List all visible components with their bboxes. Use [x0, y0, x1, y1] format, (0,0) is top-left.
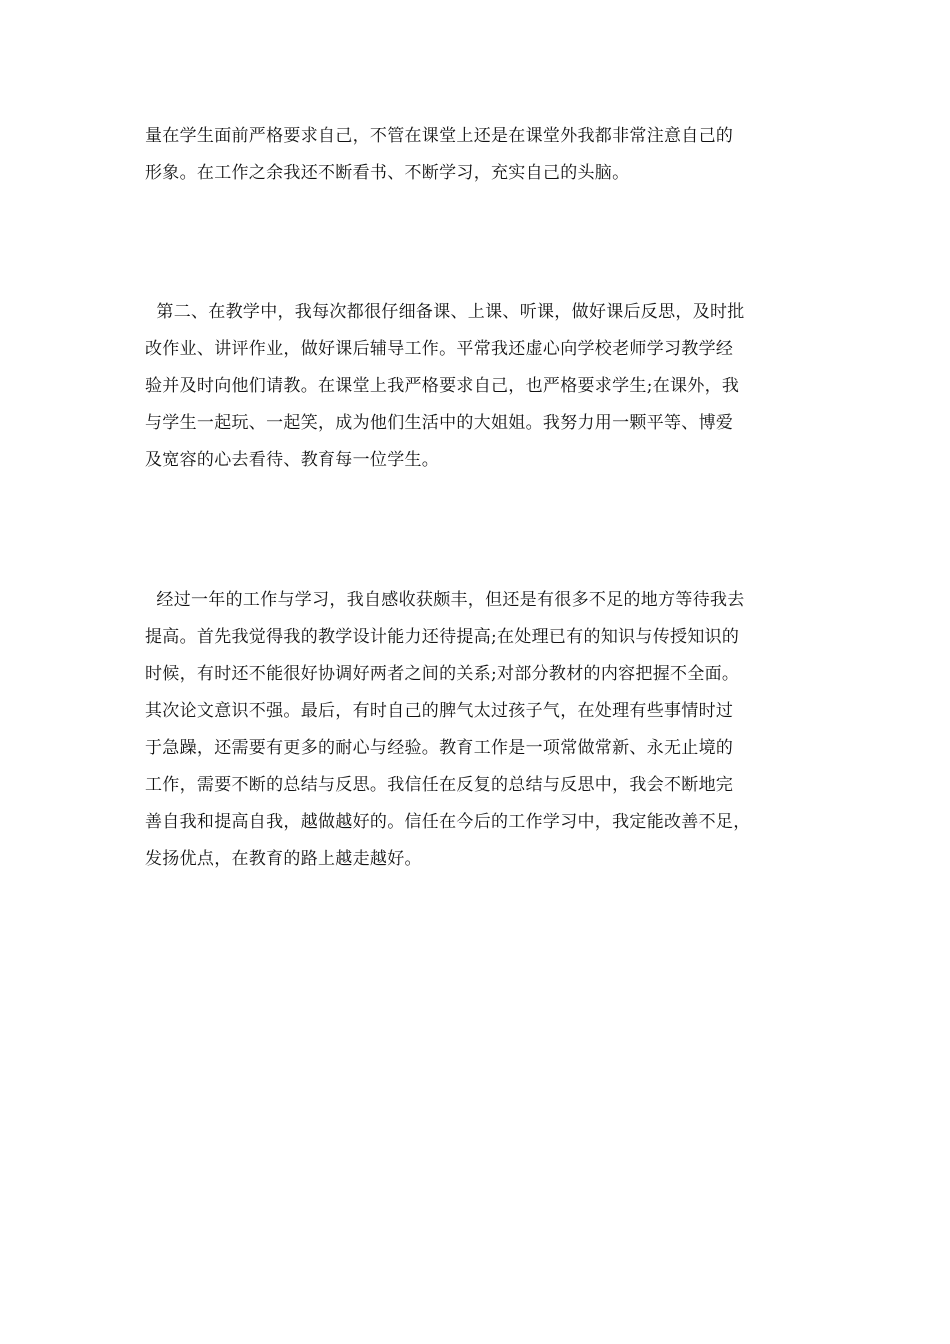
- paragraph-line: 善自我和提高自我，越做越好的。信任在今后的工作学习中，我定能改善不足，: [145, 812, 751, 832]
- paragraph-line: 形象。在工作之余我还不断看书、不断学习，充实自己的头脑。: [145, 163, 630, 183]
- paragraph-2: [145, 294, 809, 479]
- paragraph-line: 工作，需要不断的总结与反思。我信任在反复的总结与反思中，我会不断地完: [145, 775, 734, 795]
- paragraph-line: 验并及时向他们请教。在课堂上我严格要求自己，也严格要求学生;在课外，我: [145, 376, 740, 396]
- paragraph-line: 第二、在教学中，我每次都很仔细备课、上课、听课，做好课后反思，及时批: [145, 302, 745, 322]
- paragraph-line: 时候，有时还不能很好协调好两者之间的关系;对部分教材的内容把握不全面。: [145, 664, 740, 684]
- paragraph-line: 提高。首先我觉得我的教学设计能力还待提高;在处理已有的知识与传授知识的: [145, 627, 740, 647]
- paragraph-1: [145, 118, 809, 192]
- paragraph-line: 发扬优点，在教育的路上越走越好。: [145, 849, 422, 869]
- paragraph-line: 经过一年的工作与学习，我自感收获颇丰，但还是有很多不足的地方等待我去: [145, 590, 745, 610]
- paragraph-line: 于急躁，还需要有更多的耐心与经验。教育工作是一项常做常新、永无止境的: [145, 738, 734, 758]
- paragraph-line: 其次论文意识不强。最后，有时自己的脾气太过孩子气，在处理有些事情时过: [145, 701, 734, 721]
- paragraph-line: 量在学生面前严格要求自己，不管在课堂上还是在课堂外我都非常注意自己的: [145, 126, 734, 146]
- paragraph-line: 及宽容的心去看待、教育每一位学生。: [145, 450, 440, 470]
- paragraph-3: [145, 582, 809, 878]
- paragraph-line: 与学生一起玩、一起笑，成为他们生活中的大姐姐。我努力用一颗平等、博爱: [145, 413, 734, 433]
- paragraph-line: 改作业、讲评作业，做好课后辅导工作。平常我还虚心向学校老师学习教学经: [145, 339, 734, 359]
